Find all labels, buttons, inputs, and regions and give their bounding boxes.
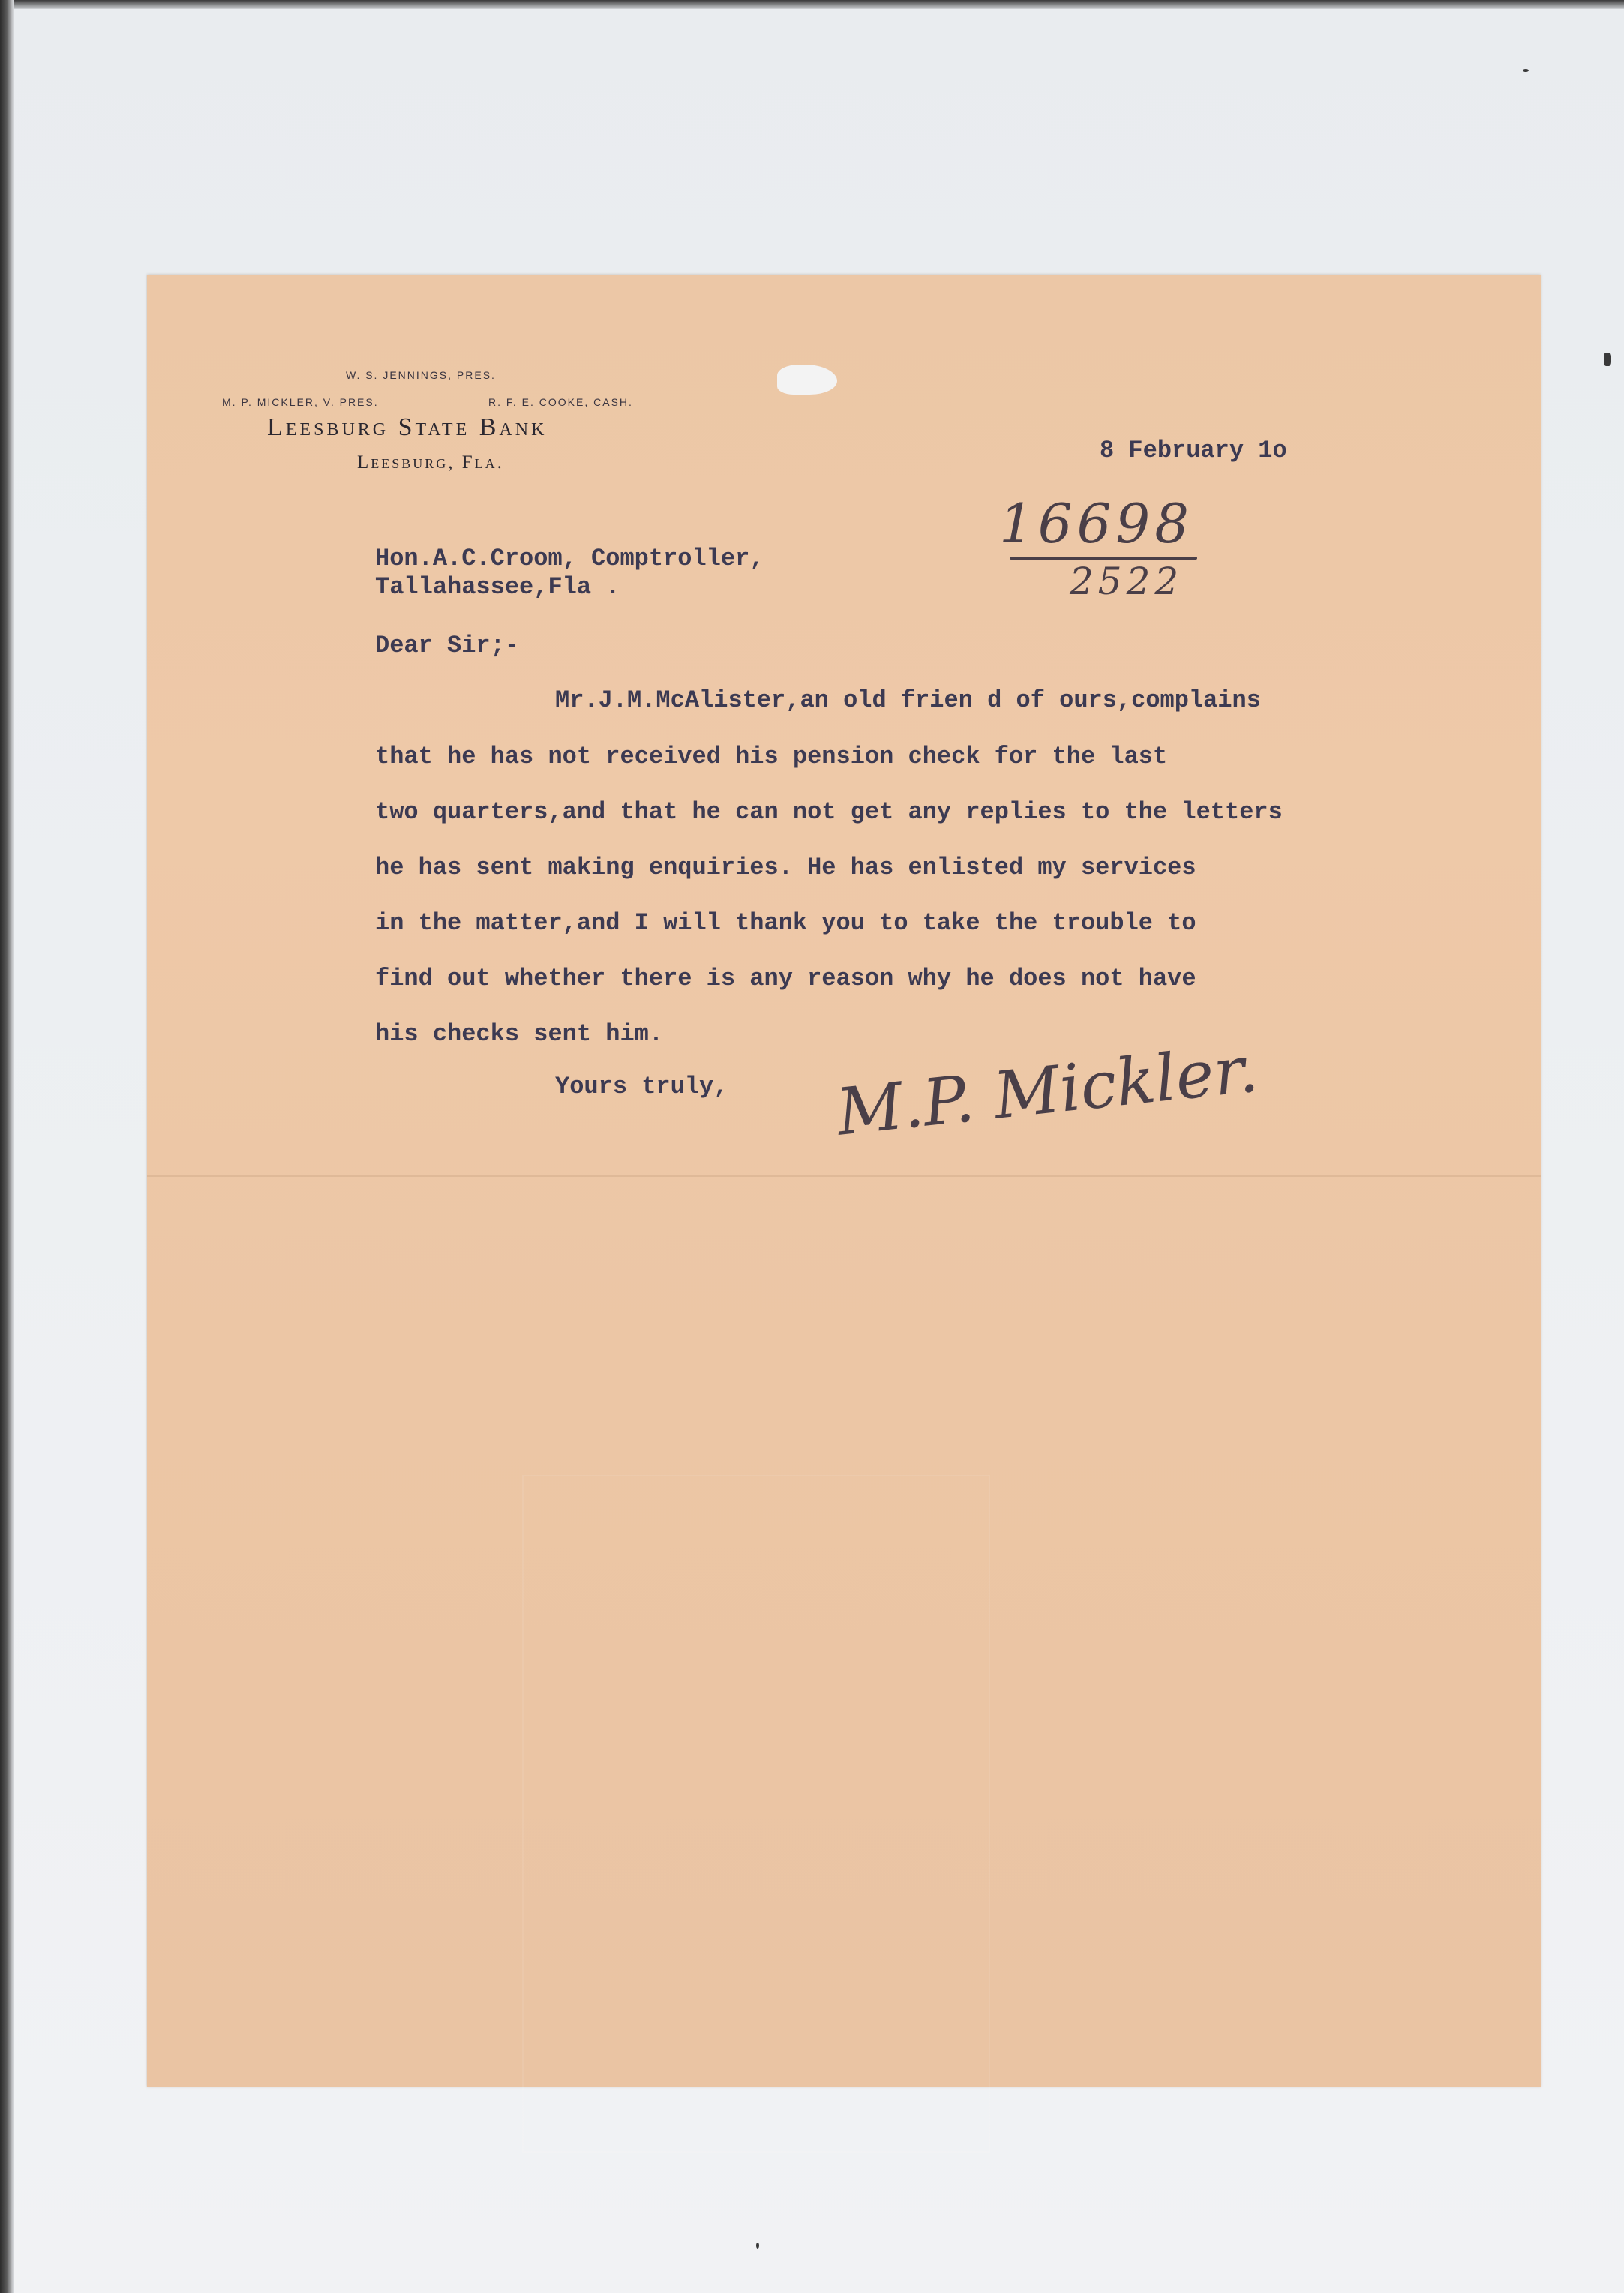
scan-speck — [1604, 353, 1611, 366]
file-note-subnumber: 2522 — [1070, 560, 1184, 603]
paper-fold-line — [147, 1175, 1541, 1177]
body-line: Mr.J.M.McAlister,an old frien d of ours,complains — [555, 686, 1261, 714]
body-line: in the matter,and I will thank you to take the trouble to — [375, 909, 1196, 937]
file-note-number: 16698 — [999, 492, 1194, 555]
scan-left-edge — [0, 0, 14, 2293]
letterhead-bank-name: Leesburg State Bank — [267, 413, 548, 441]
salutation: Dear Sir;- — [375, 632, 520, 659]
closing: Yours truly, — [555, 1073, 728, 1100]
body-line: that he has not received his pension check for the last — [375, 743, 1168, 770]
letter-sheet — [147, 275, 1541, 2087]
body-line: his checks sent him. — [375, 1020, 664, 1048]
scan-speck — [756, 2243, 759, 2249]
letterhead-cashier: R. F. E. COOKE, CASH. — [488, 396, 633, 408]
body-line: find out whether there is any reason why he does not have — [375, 965, 1196, 992]
recipient-line-1: Hon.A.C.Croom, Comptroller, — [375, 545, 764, 572]
body-line: he has sent making enquiries. He has enlisted my services — [375, 854, 1196, 881]
paper-tear — [777, 365, 837, 395]
scan-speck — [1523, 69, 1529, 72]
letterhead-city: Leesburg, Fla. — [357, 452, 504, 473]
body-line: two quarters,and that he can not get any replies to the letters — [375, 798, 1283, 826]
letterhead-vice-president: M. P. MICKLER, V. PRES. — [222, 396, 379, 408]
recipient-line-2: Tallahassee,Fla . — [375, 573, 620, 601]
scan-top-edge — [0, 0, 1624, 9]
letterhead-president: W. S. JENNINGS, PRES. — [346, 369, 496, 381]
paper-watermark — [522, 1475, 990, 2153]
letter-date: 8 February 1o — [1100, 437, 1287, 464]
signature: M.P. Mickler. — [833, 1031, 1262, 1151]
